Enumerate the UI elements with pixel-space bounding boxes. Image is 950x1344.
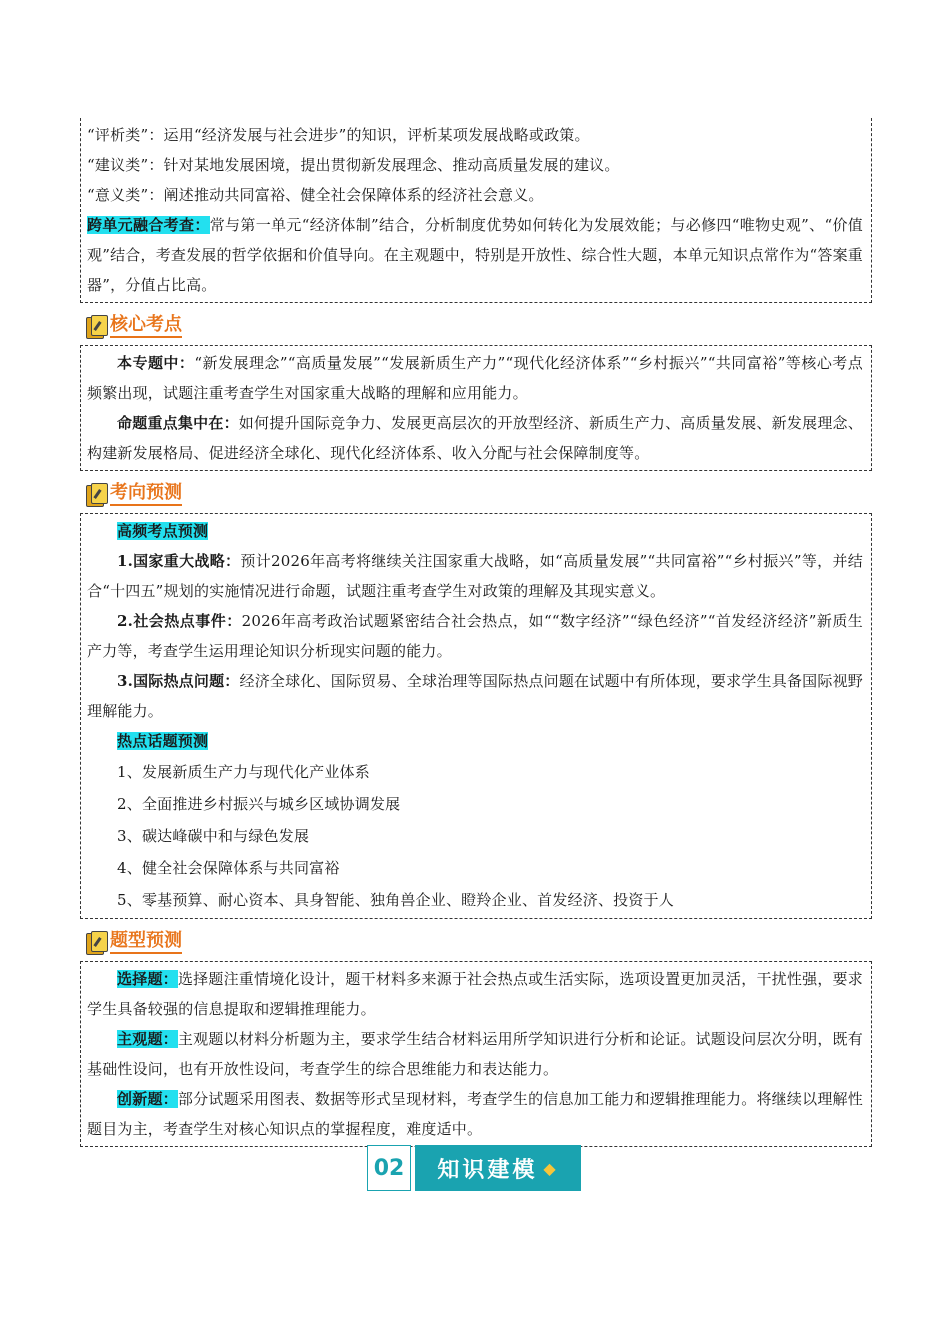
forecast-item-label: 2.社会热点事件： — [117, 612, 242, 630]
document-page — [80, 118, 872, 1147]
forecast-item — [87, 606, 863, 666]
forecast-item-text: 经济全球化、国际贸易、全球治理等国际热点问题在试题中有所体现，要求学生具备国际视野理解能力。 — [87, 672, 863, 720]
forecast-item — [87, 666, 863, 726]
notebook-icon — [86, 483, 108, 505]
forecast-item-text: 预计2026年高考将继续关注国家重大战略，如“高质量发展”“共同富裕”“乡村振兴”等，并结合“十四五”规划的实施情况进行命题，试题注重考查学生对政策的理解及其现实意义。 — [87, 552, 863, 600]
section-label: 题型预测 — [110, 930, 182, 954]
forecast-box — [80, 513, 872, 919]
core-label: 本专题中： — [117, 354, 195, 372]
diamond-icon: ◆ — [543, 1158, 559, 1178]
topic-item: 1、发展新质生产力与现代化产业体系 — [117, 763, 370, 781]
subheading-label: 热点话题预测 — [117, 732, 209, 750]
core-paragraph — [87, 408, 863, 468]
subheading — [87, 516, 863, 546]
core-paragraph — [87, 348, 863, 408]
type-item-text: 主观题以材料分析题为主，要求学生结合材料运用所学知识进行分析和论证。试题设问层次分明，既有基础性设问，也有开放性设问，考查学生的综合思维能力和表达能力。 — [87, 1030, 863, 1078]
type-item-text: 部分试题采用图表、数据等形式呈现材料，考查学生的信息加工能力和逻辑推理能力。将继续以理解性题目为主，考查学生对核心知识点的掌握程度，难度适中。 — [87, 1090, 863, 1138]
type-item — [87, 1024, 863, 1084]
types-box — [80, 961, 872, 1147]
topic-item: 4、健全社会保障体系与共同富裕 — [117, 859, 340, 877]
banner-title — [415, 1145, 581, 1191]
notebook-icon — [86, 931, 108, 953]
subheading-label: 高频考点预测 — [117, 522, 209, 540]
core-text: 如何提升国际竞争力、发展更高层次的开放型经济、新质生产力、高质量发展、新发展理念、构建新发展格局、促进经济全球化、现代化经济体系、收入分配与社会保障制度等。 — [87, 414, 863, 462]
type-item — [87, 964, 863, 1024]
forecast-item-text: 2026年高考政治试题紧密结合社会热点，如““数字经济”“绿色经济”“首发经济经济”新质生产力等，考查学生运用理论知识分析现实问题的能力。 — [87, 612, 863, 660]
forecast-item — [87, 546, 863, 606]
topic-item: 5、零基预算、耐心资本、具身智能、独角兽企业、瞪羚企业、首发经济、投资于人 — [117, 891, 674, 909]
notebook-icon — [86, 315, 108, 337]
forecast-item-label: 1.国家重大战略： — [117, 552, 241, 570]
intro-line: “意义类”：阐述推动共同富裕、健全社会保障体系的经济社会意义。 — [87, 186, 544, 204]
intro-box — [80, 118, 872, 303]
type-item-label: 创新题： — [117, 1090, 178, 1108]
banner-title-text: 知识建模 — [437, 1157, 538, 1183]
cross-unit-paragraph — [87, 210, 863, 300]
banner-number: 02 — [367, 1145, 411, 1191]
section-label: 考向预测 — [110, 482, 182, 506]
section-title-forecast — [86, 475, 872, 513]
intro-line: “评析类”：运用“经济发展与社会进步”的知识，评析某项发展战略或政策。 — [87, 126, 590, 144]
cross-unit-label: 跨单元融合考查： — [87, 216, 210, 234]
core-box — [80, 345, 872, 471]
section-title-core — [86, 307, 872, 345]
type-item-label: 主观题： — [117, 1030, 178, 1048]
core-label: 命题重点集中在： — [117, 414, 239, 432]
subheading — [87, 726, 863, 756]
cross-unit-text: 常与第一单元“经济体制”结合，分析制度优势如何转化为发展效能；与必修四“唯物史观”、“价值观”结合，考查发展的哲学依据和价值导向。在主观题中，特别是开放性、综合性大题，本单元知识点常作为“答案重器”，分值占比高。 — [87, 216, 863, 294]
section-title-types — [86, 923, 872, 961]
intro-line: “建议类”：针对某地发展困境，提出贯彻新发展理念、推动高质量发展的建议。 — [87, 156, 620, 174]
topic-item: 2、全面推进乡村振兴与城乡区域协调发展 — [117, 795, 401, 813]
forecast-item-label: 3.国际热点问题： — [117, 672, 240, 690]
topic-item: 3、碳达峰碳中和与绿色发展 — [117, 827, 310, 845]
type-item-text: 选择题注重情境化设计，题干材料多来源于社会热点或生活实际，选项设置更加灵活，干扰性强，要求学生具备较强的信息提取和逻辑推理能力。 — [87, 970, 863, 1018]
type-item-label: 选择题： — [117, 970, 178, 988]
type-item — [87, 1084, 863, 1144]
section-label: 核心考点 — [110, 314, 182, 338]
core-text: “新发展理念”“高质量发展”“发展新质生产力”“现代化经济体系”“乡村振兴”“共同富裕”等核心考点频繁出现，试题注重考查学生对国家重大战略的理解和应用能力。 — [87, 354, 863, 402]
section-banner — [367, 1145, 581, 1191]
